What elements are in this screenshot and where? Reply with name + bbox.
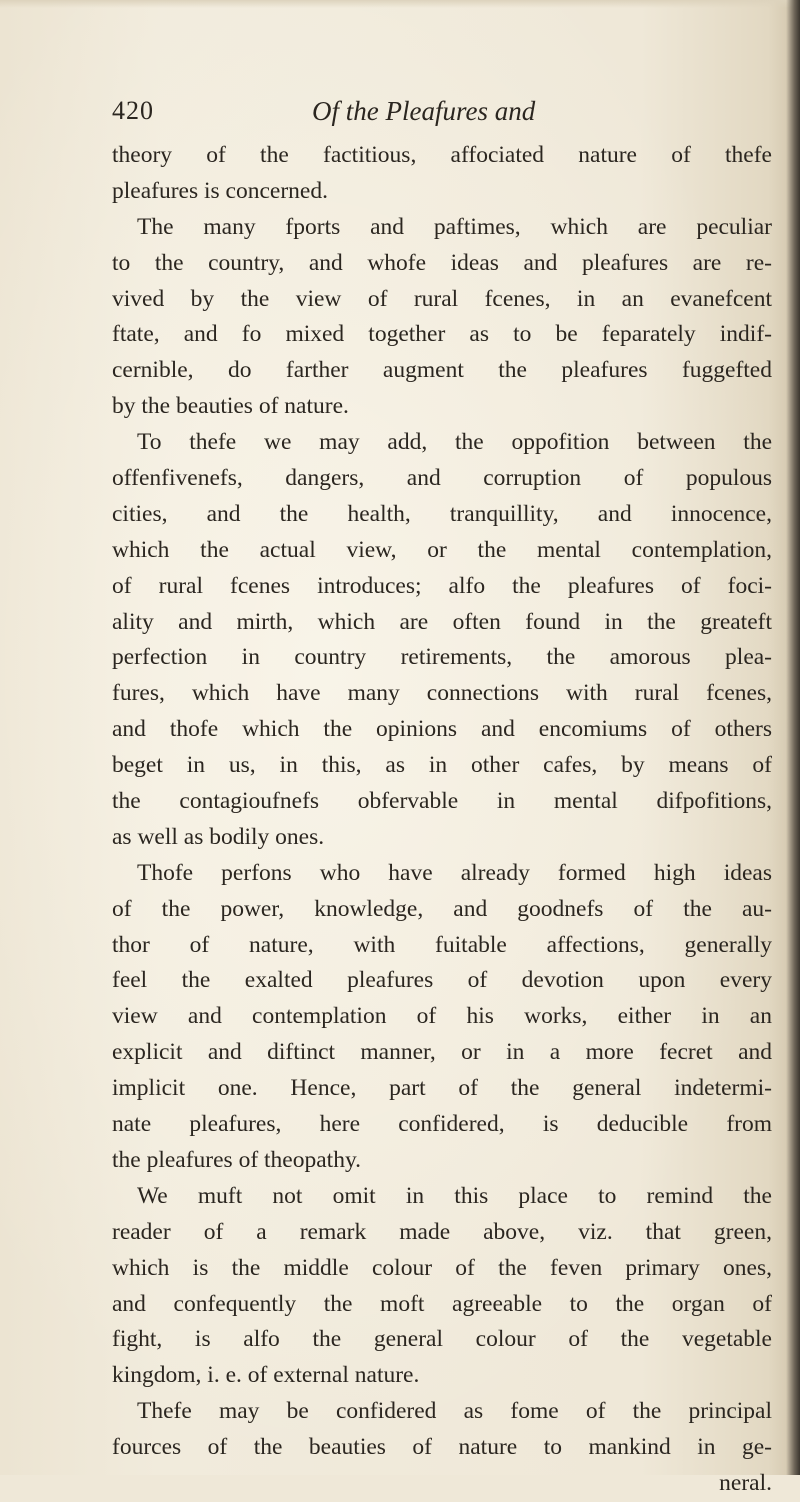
- text-line: explicit and diftinct manner, or in a more fecret and: [112, 1039, 772, 1066]
- text-line: fources of the beauties of nature to mankind in ge-: [112, 1434, 772, 1461]
- text-line: of the power, knowledge, and goodnefs of the au-: [112, 895, 772, 922]
- text-line: by the beauties of nature.: [112, 393, 349, 420]
- text-line: Thefe may be confidered as fome of the principal: [137, 1398, 772, 1425]
- text-line: neral.: [719, 1469, 772, 1496]
- text-line: reader of a remark made above, viz. that green,: [112, 1218, 772, 1245]
- text-line: of rural fcenes introduces; alfo the pleafures of foci-: [112, 572, 772, 599]
- text-line: cernible, do farther augment the pleafures fuggefted: [112, 357, 772, 384]
- text-line: To thefe we may add, the oppofition between the: [137, 429, 772, 456]
- text-line: ftate, and fo mixed together as to be feparately indif-: [112, 321, 772, 348]
- text-line: fight, is alfo the general colour of the vegetable: [112, 1326, 772, 1353]
- text-line: the contagioufnefs obfervable in mental difpofitions,: [112, 788, 772, 815]
- running-head: Of the Pleafures and: [312, 96, 536, 126]
- page-binding-edge: [786, 0, 800, 1475]
- text-line: thor of nature, with fuitable affections, generally: [112, 931, 772, 958]
- body-text: [112, 138, 772, 1502]
- text-line: fures, which have many connections with rural fcenes,: [112, 680, 772, 707]
- text-line: pleafures is concerned.: [112, 177, 328, 204]
- text-line: vived by the view of rural fcenes, in an evanefcent: [112, 285, 772, 312]
- text-line: Thofe perfons who have already formed high ideas: [137, 859, 772, 886]
- text-line: as well as bodily ones.: [112, 823, 325, 850]
- page-top-edge: [0, 0, 800, 8]
- page-number: 420: [112, 96, 154, 125]
- text-line: and thofe which the opinions and encomiums of others: [112, 716, 772, 743]
- text-line: which is the middle colour of the feven primary ones,: [112, 1254, 772, 1281]
- text-line: nate pleafures, here confidered, is deducible from: [112, 1111, 772, 1138]
- text-line: We muft not omit in this place to remind the: [137, 1182, 772, 1209]
- page-header: [112, 96, 752, 132]
- text-line: feel the exalted pleafures of devotion upon every: [112, 967, 772, 994]
- text-line: The many fports and paftimes, which are peculiar: [137, 213, 772, 240]
- text-line: ality and mirth, which are often found in the greateft: [112, 608, 772, 635]
- text-line: offenfivenefs, dangers, and corruption of populous: [112, 465, 772, 492]
- text-line: theory of the factitious, affociated nature of thefe: [112, 142, 772, 168]
- text-line: and confequently the moft agreeable to the organ of: [112, 1290, 772, 1317]
- text-line: to the country, and whofe ideas and pleafures are re-: [112, 249, 772, 276]
- text-line: view and contemplation of his works, either in an: [112, 1003, 772, 1030]
- text-line: the pleafures of theopathy.: [112, 1146, 362, 1173]
- text-line: kingdom, i. e. of external nature.: [112, 1362, 420, 1389]
- text-line: cities, and the health, tranquillity, and innocence,: [112, 500, 772, 527]
- text-line: implicit one. Hence, part of the general indetermi-: [112, 1075, 772, 1102]
- text-line: beget in us, in this, as in other cafes, by means of: [112, 752, 772, 779]
- text-line: which the actual view, or the mental contemplation,: [112, 536, 772, 563]
- text-line: perfection in country retirements, the amorous plea-: [112, 644, 772, 671]
